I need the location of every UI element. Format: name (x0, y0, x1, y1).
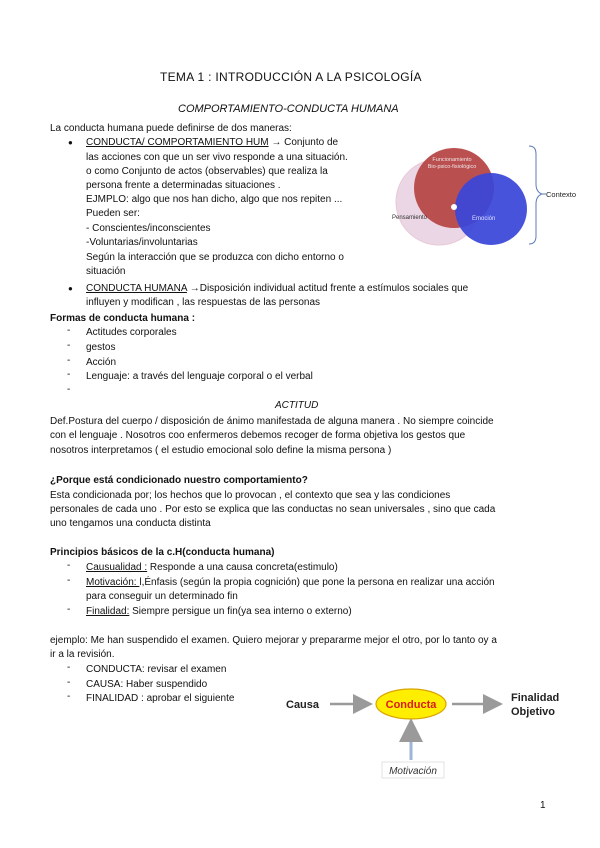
principio-motivacion: Motivación: l,Énfasis (según la propia cognición) que pone la persona en realizar una acción (86, 577, 495, 588)
bullet1-line: situación (86, 266, 126, 277)
porque-line: Esta condicionada por; los hechos que lo provocan , el contexto que sea y las condiciones (50, 490, 451, 501)
bullet1-line: -Voluntarias/involuntarias (86, 237, 198, 248)
dash: - (67, 340, 71, 351)
diagram-finalidad: Finalidad (511, 692, 560, 704)
bullet1-line: Pueden ser: (86, 208, 140, 219)
bullet-dot: ● (68, 138, 73, 147)
principios-heading: Principios básicos de la c.H(conducta humana) (50, 547, 275, 558)
principio-finalidad: Finalidad: Siempre persigue un fin(ya sea interno o externo) (86, 606, 352, 617)
dash: - (67, 369, 71, 380)
formas-heading: Formas de conducta humana : (50, 313, 196, 324)
venn-label-emocion: Emoción (472, 216, 496, 222)
principio-causualidad: Causualidad : Responde a una causa concreta(estimulo) (86, 562, 338, 573)
dash: - (67, 575, 71, 586)
dash: - (67, 604, 71, 615)
conducta-diagram (270, 680, 570, 784)
ejemplo-line: ejemplo: Me han suspendido el examen. Quiero mejorar y prepararme mejor el otro, por lo tanto oy a (50, 635, 497, 646)
diagram-causa: Causa (286, 699, 320, 711)
diagram-objetivo: Objetivo (511, 706, 556, 718)
bullet-dot: ● (68, 284, 73, 293)
diagram-conducta: Conducta (385, 699, 437, 711)
actitud-heading: ACTITUD (275, 400, 319, 411)
formas-item: Actitudes corporales (86, 327, 177, 338)
ejemplo-line: ir a la revisión. (50, 649, 115, 660)
dash: - (67, 384, 71, 395)
bullet1-term: CONDUCTA/ COMPORTAMIENTO HUM (86, 137, 269, 148)
actitud-line: nosotros interpretamos ( el estudio emocional solo define la misma persona ) (50, 445, 392, 456)
page-title: TEMA 1 : INTRODUCCIÓN A LA PSICOLOGÍA (160, 70, 422, 84)
bullet2-term: CONDUCTA HUMANA (86, 283, 187, 294)
actitud-line: Def.Postura del cuerpo / disposición de ánimo manifestada de alguna manera . No siempre coincide (50, 416, 494, 427)
porque-line: personales de cada uno . Por esto se explica que las conductas no sean universales , sino que cada (50, 504, 496, 515)
principio-motivacion-cont: para conseguir un determinado fin (86, 591, 238, 602)
venn-label-pensamiento: Pensamiento (392, 215, 428, 221)
bullet2-line-0: CONDUCTA HUMANA →Disposición individual actitud frente a estímulos sociales que (86, 283, 469, 294)
ejemplo-item: FINALIDAD : aprobar el siguiente (86, 693, 235, 704)
diagram-motivacion: Motivación (389, 766, 437, 777)
context-label: Contexto (546, 190, 577, 199)
dash: - (67, 662, 71, 673)
page-number: 1 (540, 800, 546, 811)
bullet1-line: persona frente a determinadas situaciones . (86, 180, 281, 191)
dash: - (67, 560, 71, 571)
ejemplo-item: CONDUCTA: revisar el examen (86, 664, 227, 675)
ejemplo-item: CAUSA: Haber suspendido (86, 679, 208, 690)
bullet1-line: Según la interacción que se produzca con dicho entorno o (86, 252, 344, 263)
dash: - (67, 691, 71, 702)
venn-circle-emocion (455, 173, 527, 245)
venn-diagram (384, 140, 590, 256)
bullet1-line-0: CONDUCTA/ COMPORTAMIENTO HUM → Conjunto de (86, 137, 339, 148)
porque-heading: ¿Porque está condicionado nuestro comportamiento? (50, 475, 308, 486)
bullet1-line: o como Conjunto de actos (observables) que realiza la (86, 166, 328, 177)
dash: - (67, 355, 71, 366)
bullet1-line: - Conscientes/inconscientes (86, 223, 211, 234)
venn-label-top-0: Funcionamiento (432, 157, 472, 163)
section-subtitle: COMPORTAMIENTO-CONDUCTA HUMANA (178, 103, 399, 115)
venn-label-top-1: Bio-psico-fisiológico (427, 164, 477, 170)
context-bracket (529, 146, 542, 244)
bullet1-line: las acciones con que un ser vivo responde a una situación. (86, 152, 348, 163)
bullet2-line: influyen y modifican , las respuestas de las personas (86, 297, 321, 308)
formas-item: Acción (86, 357, 117, 368)
dash: - (67, 677, 71, 688)
formas-item: gestos (86, 342, 116, 353)
actitud-line: con el lenguaje . Nosotros coo enfermeros debemos recoger de forma objetiva los gestos que (50, 430, 466, 441)
bullet1-example: EJMPLO: algo que nos han dicho, algo que nos repiten ... (86, 194, 343, 205)
dash: - (67, 325, 71, 336)
intro-text: La conducta humana puede definirse de dos maneras: (50, 123, 292, 134)
formas-item: Lenguaje: a través del lenguaje corporal o el verbal (86, 371, 313, 382)
venn-center-dot (451, 204, 457, 210)
porque-line: uno tengamos una conducta distinta (50, 518, 211, 529)
